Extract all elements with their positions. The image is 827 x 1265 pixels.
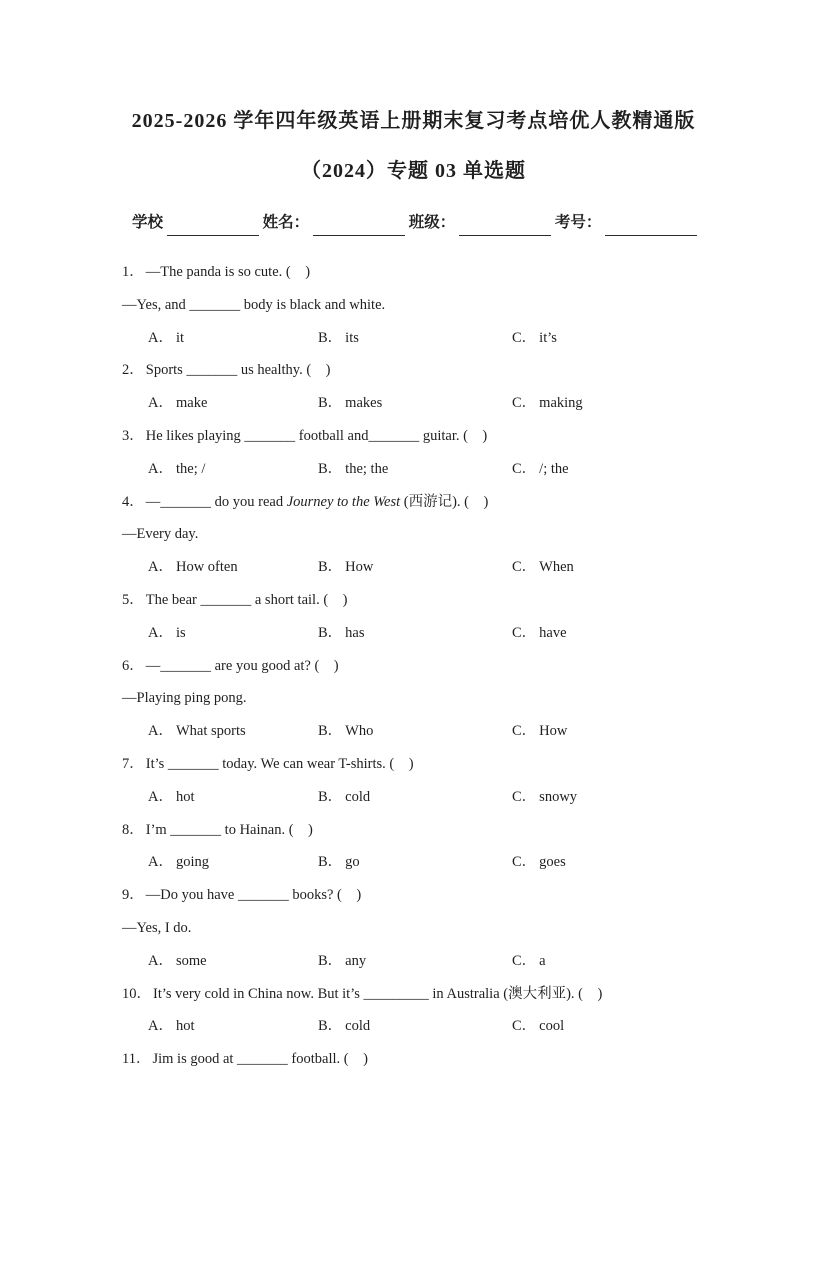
question-stem xyxy=(122,650,737,683)
option-key: A． xyxy=(148,395,173,412)
options-row xyxy=(122,617,737,650)
option-key: A． xyxy=(148,788,173,805)
option-text: /; the xyxy=(539,460,569,477)
stem-text: It’s _______ today. We can wear T-shirts. ( ) xyxy=(145,755,414,772)
options-row xyxy=(122,387,737,420)
option-c xyxy=(512,387,737,420)
question-stem xyxy=(122,584,737,617)
option-c xyxy=(512,551,737,584)
info-label-school: 学校 xyxy=(132,214,164,231)
option-key: C． xyxy=(512,952,537,969)
question-number: 11． xyxy=(122,1051,151,1068)
option-key: A． xyxy=(148,329,173,346)
option-text: a xyxy=(539,952,546,969)
option-key: B． xyxy=(318,395,343,412)
stem-text: —Do you have _______ books? ( ) xyxy=(145,887,362,904)
option-a xyxy=(148,781,318,814)
stem-text: The bear _______ a short tail. ( ) xyxy=(145,591,348,608)
option-key: B． xyxy=(318,854,343,871)
stem-text-italic: Journey to the West xyxy=(286,493,401,510)
options-row xyxy=(122,1010,737,1043)
option-text: makes xyxy=(345,395,383,412)
option-key: C． xyxy=(512,559,537,576)
question-number: 1． xyxy=(122,264,144,280)
question-stem xyxy=(122,354,737,387)
option-text: the; / xyxy=(175,460,206,477)
option-c xyxy=(512,617,737,650)
option-key: A． xyxy=(148,624,173,641)
paper-title xyxy=(60,96,767,196)
option-c xyxy=(512,945,737,978)
option-text: hot xyxy=(175,788,195,805)
option-text: making xyxy=(539,395,583,412)
option-key: C． xyxy=(512,1018,537,1035)
question-stem xyxy=(122,814,737,847)
question-number: 7． xyxy=(122,755,144,772)
option-text: How often xyxy=(175,559,238,576)
question-3 xyxy=(122,420,737,486)
option-key: C． xyxy=(512,624,537,641)
option-b xyxy=(318,322,512,355)
question-number: 10． xyxy=(122,985,151,1002)
option-c xyxy=(512,453,737,486)
option-key: A． xyxy=(148,1018,173,1035)
option-text: has xyxy=(345,624,365,641)
option-key: B． xyxy=(318,460,343,477)
exam-paper-page xyxy=(0,96,827,1265)
option-key: A． xyxy=(148,723,173,740)
options-row xyxy=(122,322,737,355)
option-b xyxy=(318,1010,512,1043)
option-text: snowy xyxy=(539,788,578,805)
option-b xyxy=(318,387,512,420)
question-number: 3． xyxy=(122,427,144,444)
info-label-class: 班级： xyxy=(408,214,456,231)
question-number: 5． xyxy=(122,591,144,608)
fill-in-blank-line xyxy=(167,218,259,236)
option-key: B． xyxy=(318,788,343,805)
option-text: cold xyxy=(345,788,371,805)
question-1 xyxy=(122,256,737,354)
stem-text: —_______ do you read xyxy=(145,493,287,510)
question-5 xyxy=(122,584,737,650)
option-key: B． xyxy=(318,329,343,346)
stem-text: Sports _______ us healthy. ( ) xyxy=(145,362,331,379)
question-stem xyxy=(122,748,737,781)
question-4 xyxy=(122,486,737,584)
question-reply: —Every day. xyxy=(122,526,199,543)
option-text: cold xyxy=(345,1018,371,1035)
option-key: B． xyxy=(318,1018,343,1035)
question-6 xyxy=(122,650,737,748)
option-key: B． xyxy=(318,952,343,969)
options-row xyxy=(122,945,737,978)
option-b xyxy=(318,617,512,650)
question-11 xyxy=(122,1043,737,1076)
fill-in-blank-line xyxy=(605,218,697,236)
option-c xyxy=(512,322,737,355)
question-stem xyxy=(122,879,737,912)
option-a xyxy=(148,387,318,420)
option-b xyxy=(318,715,512,748)
option-b xyxy=(318,453,512,486)
option-text: What sports xyxy=(175,723,246,740)
question-number: 8． xyxy=(122,821,144,838)
option-a xyxy=(148,322,318,355)
stem-text: —_______ are you good at? ( ) xyxy=(145,657,339,674)
option-text: go xyxy=(345,854,360,871)
option-key: C． xyxy=(512,788,537,805)
option-a xyxy=(148,551,318,584)
question-stem xyxy=(122,978,737,1011)
info-label-name: 姓名： xyxy=(262,214,310,231)
question-stem xyxy=(122,256,737,289)
option-a xyxy=(148,1010,318,1043)
question-stem xyxy=(122,420,737,453)
question-8 xyxy=(122,814,737,880)
option-text: the; the xyxy=(345,460,389,477)
paper-title-line1: 2025-2026 学年四年级英语上册期末复习考点培优人教精通版 xyxy=(131,110,696,132)
option-key: B． xyxy=(318,559,343,576)
option-key: A． xyxy=(148,559,173,576)
option-text: going xyxy=(175,854,210,871)
question-reply: —Yes, and _______ body is black and white. xyxy=(122,296,386,313)
fill-in-blank-line xyxy=(313,218,405,236)
question-list xyxy=(122,256,737,1076)
option-text: When xyxy=(539,559,574,576)
option-text: have xyxy=(539,624,567,641)
option-text: hot xyxy=(175,1018,195,1035)
option-text: How xyxy=(539,723,568,740)
option-key: C． xyxy=(512,460,537,477)
question-10 xyxy=(122,978,737,1044)
option-c xyxy=(512,1010,737,1043)
options-row xyxy=(122,781,737,814)
option-key: A． xyxy=(148,854,173,871)
options-row xyxy=(122,846,737,879)
options-row xyxy=(122,453,737,486)
stem-text: I’m _______ to Hainan. ( ) xyxy=(145,821,313,838)
option-c xyxy=(512,715,737,748)
option-b xyxy=(318,781,512,814)
option-text: Who xyxy=(345,723,374,740)
paper-title-line2: （2024）专题 03 单选题 xyxy=(301,160,526,182)
question-stem xyxy=(122,486,737,519)
question-9 xyxy=(122,879,737,977)
option-c xyxy=(512,781,737,814)
option-text: some xyxy=(175,952,207,969)
question-reply: —Yes, I do. xyxy=(122,919,192,936)
option-key: A． xyxy=(148,952,173,969)
option-c xyxy=(512,846,737,879)
option-text: cool xyxy=(539,1018,565,1035)
option-a xyxy=(148,846,318,879)
question-7 xyxy=(122,748,737,814)
option-key: B． xyxy=(318,723,343,740)
stem-text: —The panda is so cute. ( ) xyxy=(145,264,311,280)
option-text: make xyxy=(175,395,208,412)
option-key: B． xyxy=(318,624,343,641)
option-a xyxy=(148,945,318,978)
option-key: A． xyxy=(148,460,173,477)
question-stem xyxy=(122,1043,737,1076)
info-label-exam-number: 考号： xyxy=(554,214,602,231)
question-reply: —Playing ping pong. xyxy=(122,690,247,707)
option-text: any xyxy=(345,952,367,969)
stem-text: Jim is good at _______ football. ( ) xyxy=(152,1051,368,1068)
option-a xyxy=(148,617,318,650)
option-text: its xyxy=(345,329,359,346)
question-number: 6． xyxy=(122,657,144,674)
question-number: 4． xyxy=(122,493,144,510)
stem-text: He likes playing _______ football and_______ guitar. ( ) xyxy=(145,427,488,444)
stem-text: It’s very cold in China now. But it’s _________ in Australia (澳大利亚). ( ) xyxy=(153,985,603,1002)
question-number: 2． xyxy=(122,362,144,379)
option-key: C． xyxy=(512,329,537,346)
fill-in-blank-line xyxy=(459,218,551,236)
options-row xyxy=(122,715,737,748)
option-key: C． xyxy=(512,395,537,412)
option-a xyxy=(148,715,318,748)
option-text: How xyxy=(345,559,374,576)
option-b xyxy=(318,846,512,879)
question-number: 9． xyxy=(122,887,144,904)
option-text: is xyxy=(175,624,186,641)
option-b xyxy=(318,551,512,584)
question-2 xyxy=(122,354,737,420)
option-text: it’s xyxy=(539,329,557,346)
option-key: C． xyxy=(512,854,537,871)
stem-text: (西游记). ( ) xyxy=(400,493,489,510)
options-row xyxy=(122,551,737,584)
option-b xyxy=(318,945,512,978)
option-text: it xyxy=(175,329,185,346)
option-text: goes xyxy=(539,854,566,871)
option-a xyxy=(148,453,318,486)
option-key: C． xyxy=(512,723,537,740)
student-info-row xyxy=(132,210,697,236)
